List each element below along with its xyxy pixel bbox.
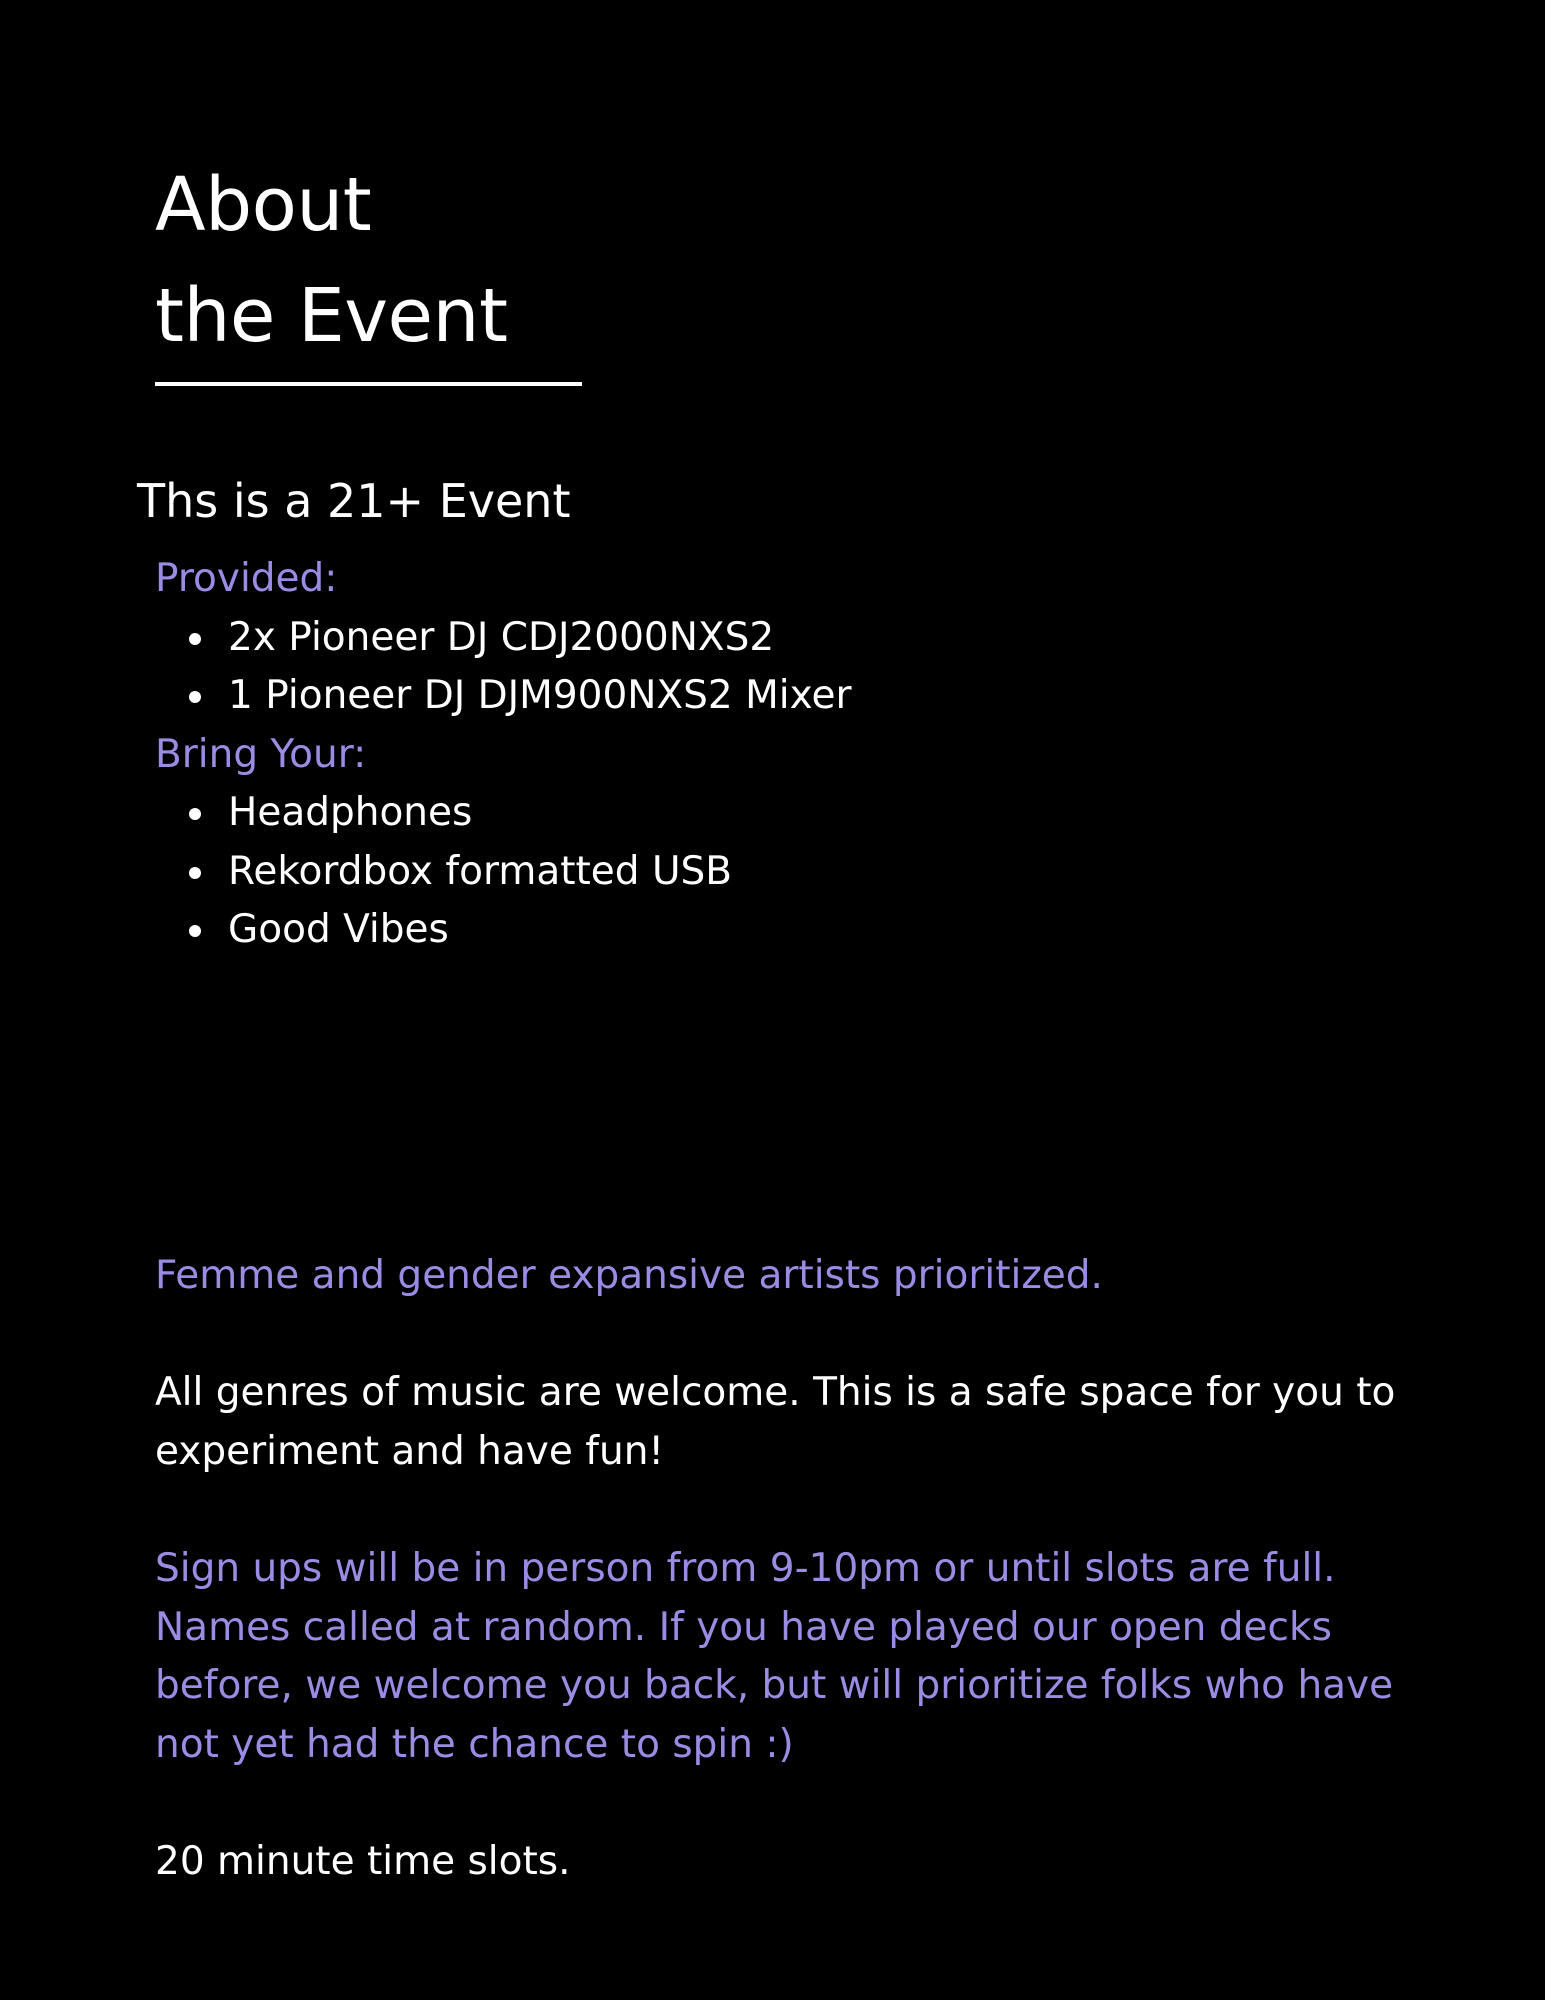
list-item-text: Good Vibes	[228, 907, 449, 952]
time-slots-paragraph: 20 minute time slots.	[155, 1839, 571, 1884]
page-title	[155, 150, 507, 372]
list-item-text: Headphones	[228, 790, 473, 835]
list-item-text: 2x Pioneer DJ CDJ2000NXS2	[228, 614, 775, 660]
provided-list	[155, 609, 852, 726]
list-item-text: 1 Pioneer DJ DJM900NXS2 Mixer	[228, 673, 852, 718]
bullet-icon	[189, 691, 201, 703]
list-item	[155, 784, 852, 843]
page-title-line-2: the Event	[155, 273, 508, 359]
signup-info-paragraph: Sign ups will be in person from 9-10pm or until slots are full. Names called at random. If you have played our open decks before, we welcome you back, but will prioritize folks who have not yet had the chance to spin :)	[155, 1546, 1394, 1767]
artist-priority-paragraph: Femme and gender expansive artists prioritized.	[155, 1253, 1103, 1298]
bullet-icon	[189, 867, 201, 879]
list-item	[155, 901, 852, 960]
page-title-line-1: About	[155, 162, 372, 248]
bring-your-list	[155, 784, 852, 960]
genres-welcome-paragraph: All genres of music are welcome. This is a safe space for you to experiment and have fun!	[155, 1370, 1396, 1474]
list-item	[155, 843, 852, 902]
bullet-icon	[189, 925, 201, 937]
equipment-lists	[155, 550, 852, 960]
provided-label: Provided:	[155, 556, 338, 601]
age-restriction-notice: Ths is a 21+ Event	[137, 474, 571, 528]
bullet-icon	[189, 808, 201, 820]
title-underline-divider	[155, 382, 582, 386]
list-item	[155, 609, 852, 668]
bring-your-label: Bring Your:	[155, 731, 367, 777]
list-item-text: Rekordbox formatted USB	[228, 848, 733, 894]
list-item	[155, 667, 852, 726]
bullet-icon	[189, 633, 201, 645]
